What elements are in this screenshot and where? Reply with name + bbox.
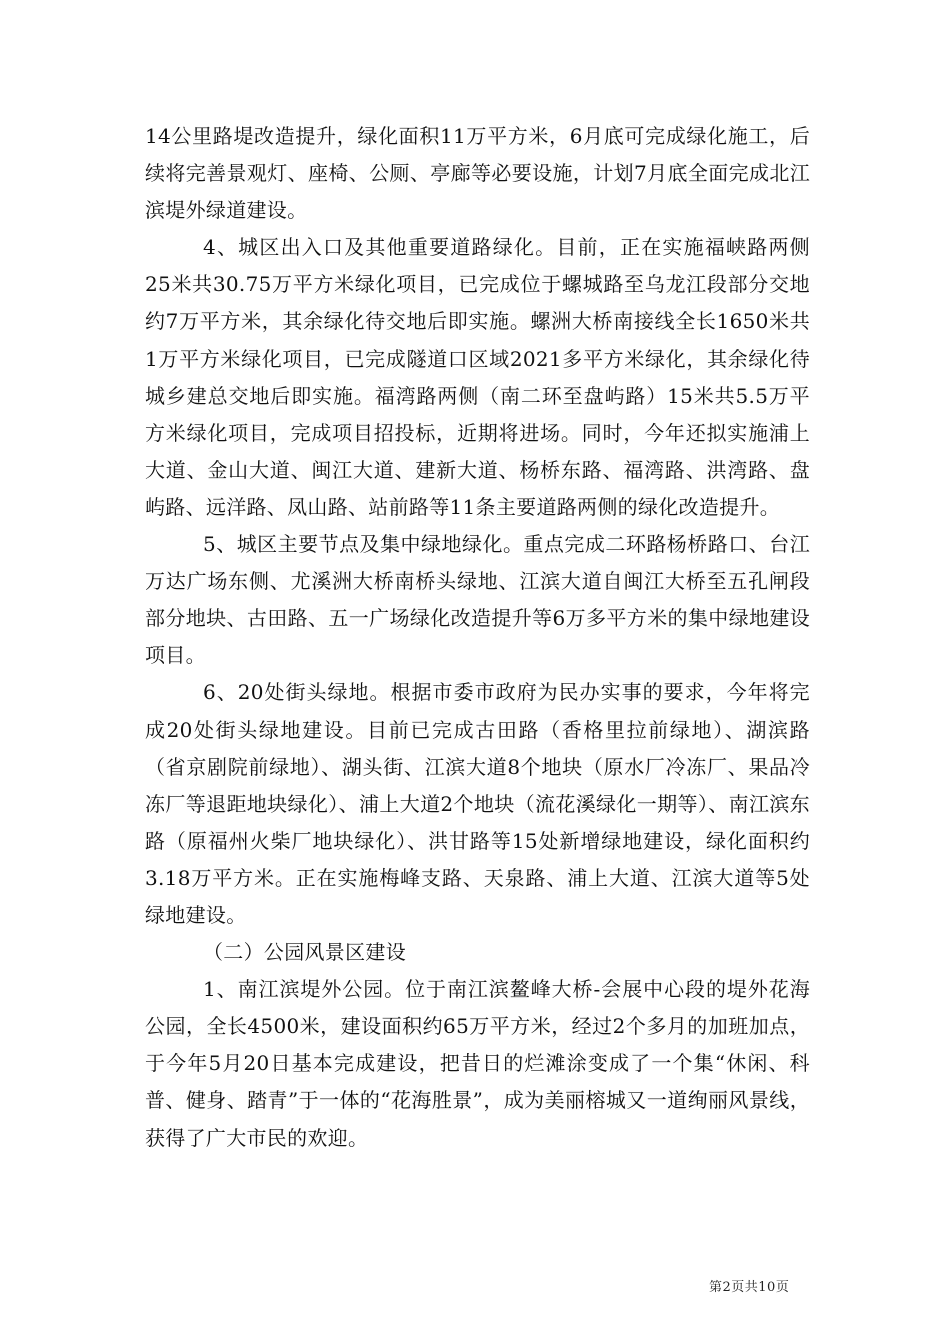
paragraph-greenway-continuation: 14公里路堤改造提升，绿化面积11万平方米，6月底可完成绿化施工，后续将完善景观灯、座椅、公厕、亭廊等必要设施，计划7月底全面完成北江滨堤外绿道建设。	[145, 124, 810, 223]
document-body	[145, 118, 810, 1157]
paragraph-road-greening: 4、城区出入口及其他重要道路绿化。目前，正在实施福峡路两侧25米共30.75万平方米绿化项目，已完成位于螺城路至乌龙江段部分交地约7万平方米，其余绿化待交地后即实施。螺洲大桥南接线全长1650米共1万平方米绿化项目，已完成隧道口区域2021多平方米绿化，其余绿化待城乡建总交地后即实施。福湾路两侧（南二环至盘屿路）15米共5.5万平方米绿化项目，完成项目招投标，近期将进场。同时，今年还拟实施浦上大道、金山大道、闽江大道、建新大道、杨桥东路、福湾路、洪湾路、盘屿路、远洋路、凤山路、站前路等11条主要道路两侧的绿化改造提升。	[145, 235, 810, 519]
section-heading-parks: （二）公园风景区建设	[203, 940, 406, 965]
page-number-footer: 第2页共10页	[709, 1280, 790, 1295]
paragraph-node-greening: 5、城区主要节点及集中绿地绿化。重点完成二环路杨桥路口、台江万达广场东侧、尤溪洲大桥南桥头绿地、江滨大道自闽江大桥至五孔闸段部分地块、古田路、五一广场绿化改造提升等6万多平方米的集中绿地建设项目。	[145, 532, 810, 668]
paragraph-street-greenspace: 6、20处街头绿地。根据市委市政府为民办实事的要求，今年将完成20处街头绿地建设。目前已完成古田路（香格里拉前绿地）、湖滨路（省京剧院前绿地）、湖头街、江滨大道8个地块（原水厂冷冻厂、果品冷冻厂等退距地块绿化）、浦上大道2个地块（流花溪绿化一期等）、南江滨东路（原福州火柴厂地块绿化）、洪甘路等15处新增绿地建设，绿化面积约3.18万平方米。正在实施梅峰支路、天泉路、浦上大道、江滨大道等5处绿地建设。	[145, 680, 810, 927]
paragraph-south-riverside-park: 1、南江滨堤外公园。位于南江滨鳌峰大桥-会展中心段的堤外花海公园，全长4500米，建设面积约65万平方米，经过2个多月的加班加点，于今年5月20日基本完成建设，把昔日的烂滩涂变成了一个集“休闲、科普、健身、踏青”于一体的“花海胜景”，成为美丽榕城又一道绚丽风景线，获得了广大市民的欢迎。	[145, 977, 810, 1150]
